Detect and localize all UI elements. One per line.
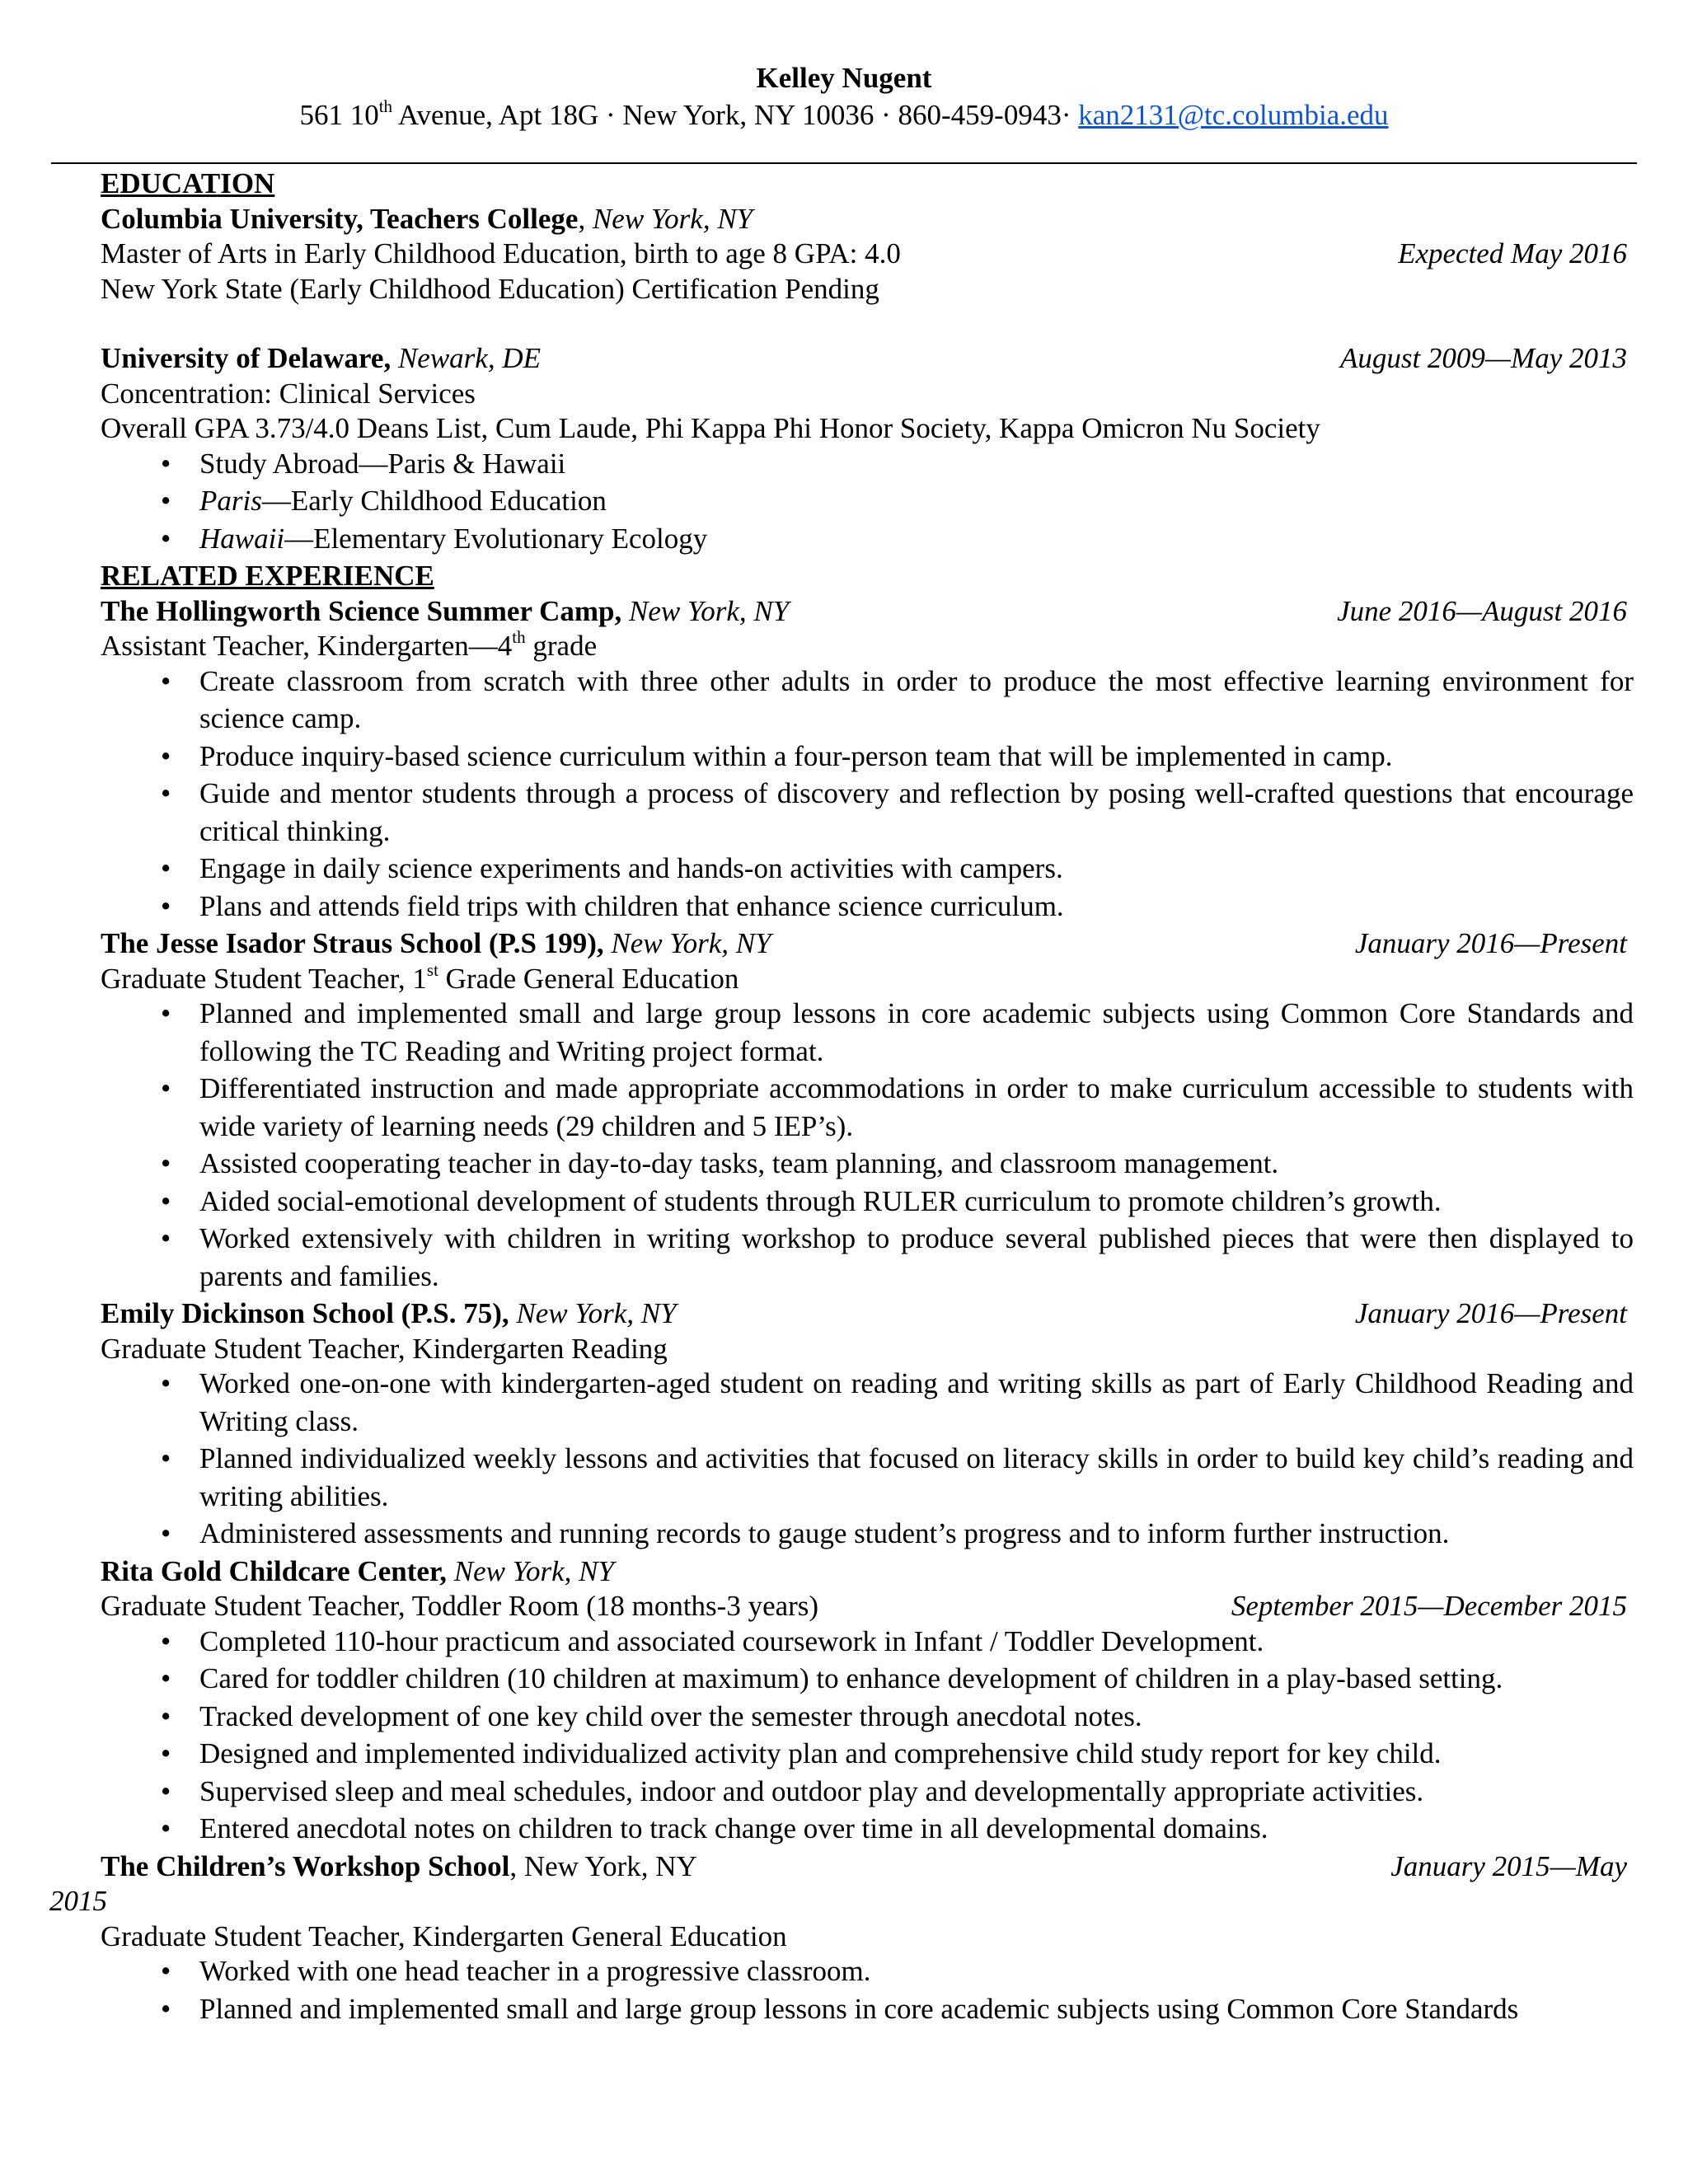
address-superscript: th bbox=[378, 96, 393, 117]
list-item: • Aided social-emotional development of students through RULER curriculum to promote children’s growth. bbox=[101, 1183, 1637, 1221]
certification-line: New York State (Early Childhood Education) Certification Pending bbox=[101, 272, 879, 305]
org-dickinson bbox=[101, 1295, 1637, 1330]
resume-header bbox=[0, 59, 1688, 134]
address-rest: Avenue, Apt 18G · New York, NY 10036 · 860-459-0943· bbox=[392, 99, 1079, 131]
org-name: The Children’s Workshop School bbox=[101, 1849, 510, 1882]
org-straus bbox=[101, 925, 1637, 960]
resume-body bbox=[49, 165, 1637, 2027]
list-item: • Differentiated instruction and made appropriate accommodations in order to make curriculum accessible to students with wide variety of learning needs (29 children and 5 IEP’s). bbox=[101, 1070, 1637, 1145]
school-location: New York, NY bbox=[592, 202, 753, 235]
list-item: • Hawaii—Elementary Evolutionary Ecology bbox=[101, 520, 1637, 558]
date-dickinson: January 2016—Present bbox=[1354, 1297, 1627, 1329]
date-workshop: January 2015—May bbox=[1390, 1849, 1627, 1882]
date-ritagold: September 2015—December 2015 bbox=[1231, 1590, 1627, 1622]
org-workshop bbox=[101, 1848, 1637, 1883]
concentration-line: Concentration: Clinical Services bbox=[101, 377, 476, 410]
list-item: • Worked extensively with children in writing workshop to produce several published pieces that were then displayed to parents and families. bbox=[101, 1220, 1637, 1295]
address-text: 561 10 bbox=[299, 99, 379, 131]
school-name: University of Delaware, bbox=[101, 342, 392, 374]
org-hollingworth bbox=[101, 593, 1637, 628]
degree-text: Master of Arts in Early Childhood Education, birth to age 8 GPA: 4.0 bbox=[101, 237, 901, 269]
section-heading-experience: RELATED EXPERIENCE bbox=[101, 560, 434, 592]
role-straus: Graduate Student Teacher, 1st Grade General Education bbox=[101, 959, 739, 995]
org-name: The Jesse Isador Straus School (P.S 199), bbox=[101, 927, 604, 959]
list-item: • Engage in daily science experiments and hands-on activities with campers. bbox=[101, 850, 1637, 888]
list-item: • Worked one-on-one with kindergarten-aged student on reading and writing skills as part of Early Childhood Reading and Writing class. bbox=[101, 1365, 1637, 1440]
org-ritagold bbox=[101, 1553, 1637, 1588]
role-hollingworth: Assistant Teacher, Kindergarten—4th grade bbox=[101, 627, 598, 662]
date-hollingworth: June 2016—August 2016 bbox=[1337, 594, 1627, 627]
org-name: Emily Dickinson School (P.S. 75), bbox=[101, 1297, 509, 1329]
school-columbia: Columbia University, Teachers College, New York, NY bbox=[101, 202, 753, 235]
date-straus: January 2016—Present bbox=[1354, 927, 1627, 959]
list-item: • Cared for toddler children (10 children at maximum) to enhance development of children in a play-based setting. bbox=[101, 1660, 1637, 1698]
applicant-name: Kelley Nugent bbox=[756, 62, 932, 94]
header-divider bbox=[51, 162, 1637, 164]
org-name: The Hollingworth Science Summer Camp, bbox=[101, 594, 622, 627]
list-item: • Study Abroad—Paris & Hawaii bbox=[101, 445, 1637, 483]
list-item: • Planned individualized weekly lessons and activities that focused on literacy skills in order to build key child’s reading and writing abilities. bbox=[101, 1440, 1637, 1515]
org-location: New York, NY bbox=[446, 1554, 614, 1587]
org-location: New York, NY bbox=[603, 927, 771, 959]
section-heading-education: EDUCATION bbox=[101, 167, 275, 199]
role-ritagold: Graduate Student Teacher, Toddler Room (18 months-3 years) September 2015—December 2015 bbox=[101, 1587, 1637, 1623]
ritagold-bullets bbox=[101, 1623, 1637, 1848]
school-name: Columbia University, Teachers College bbox=[101, 202, 579, 235]
org-name: Rita Gold Childcare Center, bbox=[101, 1554, 447, 1587]
list-item: • Entered anecdotal notes on children to track change over time in all developmental domains. bbox=[101, 1810, 1637, 1848]
date-columbia: Expected May 2016 bbox=[1398, 237, 1627, 269]
contact-line bbox=[0, 96, 1688, 134]
list-item: • Worked with one head teacher in a progressive classroom. bbox=[101, 1952, 1637, 1990]
list-item: • Designed and implemented individualized activity plan and comprehensive child study report for key child. bbox=[101, 1735, 1637, 1773]
honors-line: Overall GPA 3.73/4.0 Deans List, Cum Laude, Phi Kappa Phi Honor Society, Kappa Omicron Nu Society bbox=[101, 412, 1320, 444]
school-location: Newark, DE bbox=[391, 342, 541, 374]
org-location: New York, NY bbox=[509, 1297, 677, 1329]
workshop-bullets bbox=[101, 1952, 1637, 2027]
school-delaware bbox=[101, 340, 1637, 375]
org-location: , New York, NY bbox=[509, 1849, 697, 1882]
date-workshop-wrap: 2015 bbox=[49, 1885, 107, 1917]
date-delaware: August 2009—May 2013 bbox=[1339, 342, 1627, 374]
list-item: • Create classroom from scratch with three other adults in order to produce the most effective learning environment for science camp. bbox=[101, 663, 1637, 738]
list-item: • Assisted cooperating teacher in day-to-day tasks, team planning, and classroom management. bbox=[101, 1145, 1637, 1183]
list-item: • Produce inquiry-based science curriculum within a four-person team that will be implemented in camp. bbox=[101, 738, 1637, 776]
list-item: • Paris—Early Childhood Education bbox=[101, 482, 1637, 520]
hollingworth-bullets bbox=[101, 663, 1637, 926]
list-item: • Completed 110-hour practicum and associated coursework in Infant / Toddler Development. bbox=[101, 1623, 1637, 1661]
org-location: New York, NY bbox=[621, 594, 790, 627]
role-workshop: Graduate Student Teacher, Kindergarten General Education bbox=[101, 1919, 787, 1952]
list-item: • Planned and implemented small and large group lessons in core academic subjects using Common Core Standards and following the TC Reading and Writing project format. bbox=[101, 995, 1637, 1070]
list-item: • Guide and mentor students through a process of discovery and reflection by posing well-crafted questions that encourage critical thinking. bbox=[101, 775, 1637, 850]
degree-line bbox=[101, 235, 1637, 270]
list-item: • Plans and attends field trips with children that enhance science curriculum. bbox=[101, 888, 1637, 926]
role-dickinson: Graduate Student Teacher, Kindergarten Reading bbox=[101, 1332, 668, 1365]
list-item: • Supervised sleep and meal schedules, indoor and outdoor play and developmentally appropriate activities. bbox=[101, 1773, 1637, 1811]
straus-bullets bbox=[101, 995, 1637, 1295]
list-item: • Planned and implemented small and large group lessons in core academic subjects using Common Core Standards bbox=[101, 1990, 1637, 2028]
delaware-bullets bbox=[101, 445, 1637, 558]
list-item: • Tracked development of one key child over the semester through anecdotal notes. bbox=[101, 1698, 1637, 1736]
list-item: • Administered assessments and running records to gauge student’s progress and to inform further instruction. bbox=[101, 1515, 1637, 1553]
spacer bbox=[101, 305, 1637, 340]
dickinson-bullets bbox=[101, 1365, 1637, 1553]
email-link[interactable]: kan2131@tc.columbia.edu bbox=[1078, 99, 1389, 131]
